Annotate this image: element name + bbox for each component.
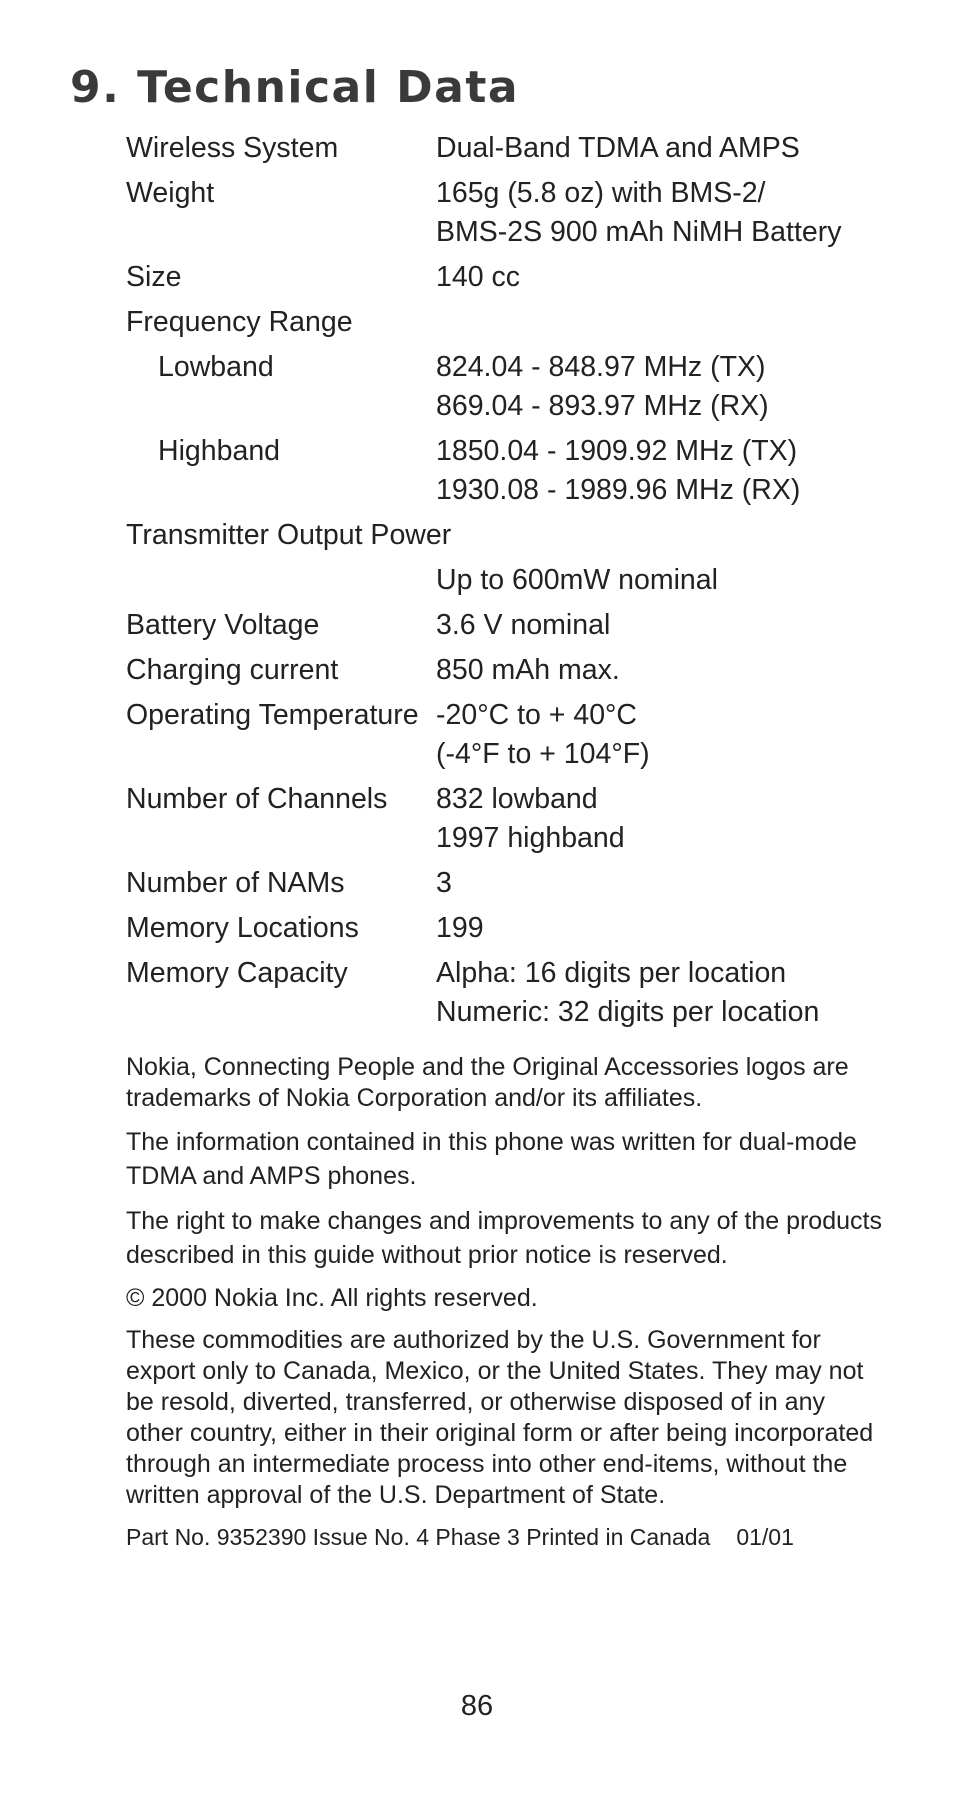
spec-label: Number of NAMs	[126, 867, 345, 899]
spec-label: Memory Locations	[126, 912, 359, 944]
spec-value: 3.6 V nominal	[436, 609, 611, 641]
spec-value-line: 1850.04 - 1909.92 MHz (TX)	[436, 435, 798, 467]
spec-value	[436, 432, 906, 510]
spec-value: 850 mAh max.	[436, 654, 620, 686]
spec-value-line: 1930.08 - 1989.96 MHz (RX)	[436, 474, 801, 506]
page-title: 9. Technical Data	[70, 62, 520, 113]
spec-value-line: 832 lowband	[436, 783, 598, 815]
page-number: 86	[460, 1690, 494, 1722]
spec-label: Highband	[158, 435, 281, 467]
spec-row-lowband	[126, 348, 906, 426]
spec-value: 3	[436, 867, 452, 899]
part-number-line	[126, 1522, 886, 1553]
spec-row-frequency-range	[126, 303, 906, 342]
spec-value: 140 cc	[436, 261, 520, 293]
part-number: Part No. 9352390 Issue No. 4 Phase 3 Printed in Canada	[126, 1524, 711, 1550]
spec-value-line: (-4°F to + 104°F)	[436, 738, 650, 770]
spec-label: Memory Capacity	[126, 957, 348, 989]
spec-value: Up to 600mW nominal	[436, 564, 718, 596]
spec-value	[436, 954, 906, 1032]
spec-row-transmitter-output-power-label	[126, 516, 906, 555]
spec-label: Number of Channels	[126, 783, 388, 815]
spec-label: Transmitter Output Power	[126, 519, 452, 551]
spec-row-memory-locations	[126, 909, 906, 948]
spec-value-line: Alpha: 16 digits per location	[436, 957, 787, 989]
print-date: 01/01	[736, 1524, 794, 1550]
spec-row-transmitter-output-power-value	[126, 561, 906, 600]
legal-notes	[126, 1052, 886, 1553]
spec-label: Lowband	[158, 351, 274, 383]
technical-data-table	[126, 129, 906, 1038]
spec-label: Weight	[126, 177, 215, 209]
spec-value-line: Numeric: 32 digits per location	[436, 996, 820, 1028]
spec-label: Charging current	[126, 654, 339, 686]
spec-value-line: 824.04 - 848.97 MHz (TX)	[436, 351, 766, 383]
spec-row-number-of-nams	[126, 864, 906, 903]
spec-value	[436, 348, 906, 426]
spec-label: Size	[126, 261, 182, 293]
copyright-notice: © 2000 Nokia Inc. All rights reserved.	[126, 1284, 538, 1312]
spec-row-highband	[126, 432, 906, 510]
spec-value-line: 165g (5.8 oz) with BMS-2/	[436, 177, 766, 209]
spec-value-line: BMS-2S 900 mAh NiMH Battery	[436, 216, 842, 248]
spec-value-line: 1997 highband	[436, 822, 625, 854]
spec-value	[436, 174, 906, 252]
spec-value	[436, 780, 906, 858]
spec-value: 199	[436, 912, 484, 944]
spec-row-charging-current	[126, 651, 906, 690]
spec-value: Dual-Band TDMA and AMPS	[436, 132, 800, 164]
spec-row-wireless-system	[126, 129, 906, 168]
trademark-notice: Nokia, Connecting People and the Original Accessories logos are trademarks of Nokia Corporation and/or its affiliates.	[126, 1053, 849, 1112]
spec-value-line: -20°C to + 40°C	[436, 699, 638, 731]
spec-label: Battery Voltage	[126, 609, 320, 641]
spec-label: Operating Temperature	[126, 699, 419, 731]
spec-row-number-of-channels	[126, 780, 906, 858]
spec-row-operating-temperature	[126, 696, 906, 774]
compatibility-notice: The information contained in this phone was written for dual-mode TDMA and AMPS phones.	[126, 1128, 857, 1190]
spec-value-line: 869.04 - 893.97 MHz (RX)	[436, 390, 769, 422]
spec-row-weight	[126, 174, 906, 252]
spec-label: Wireless System	[126, 132, 339, 164]
spec-value	[436, 696, 906, 774]
spec-row-memory-capacity	[126, 954, 906, 1032]
export-notice: These commodities are authorized by the U.S. Government for export only to Canada, Mexico, or the United States. They may not be resold, diverted, transferred, or otherwise disposed of in any other country, either in their original form or after being incorporated through an intermediate process into other end-items, without the written approval of the U.S. Department of State.	[126, 1326, 874, 1509]
spec-row-size	[126, 258, 906, 297]
spec-label: Frequency Range	[126, 306, 353, 338]
changes-notice: The right to make changes and improvements to any of the products described in this guide without prior notice is reserved.	[126, 1207, 882, 1269]
spec-row-battery-voltage	[126, 606, 906, 645]
